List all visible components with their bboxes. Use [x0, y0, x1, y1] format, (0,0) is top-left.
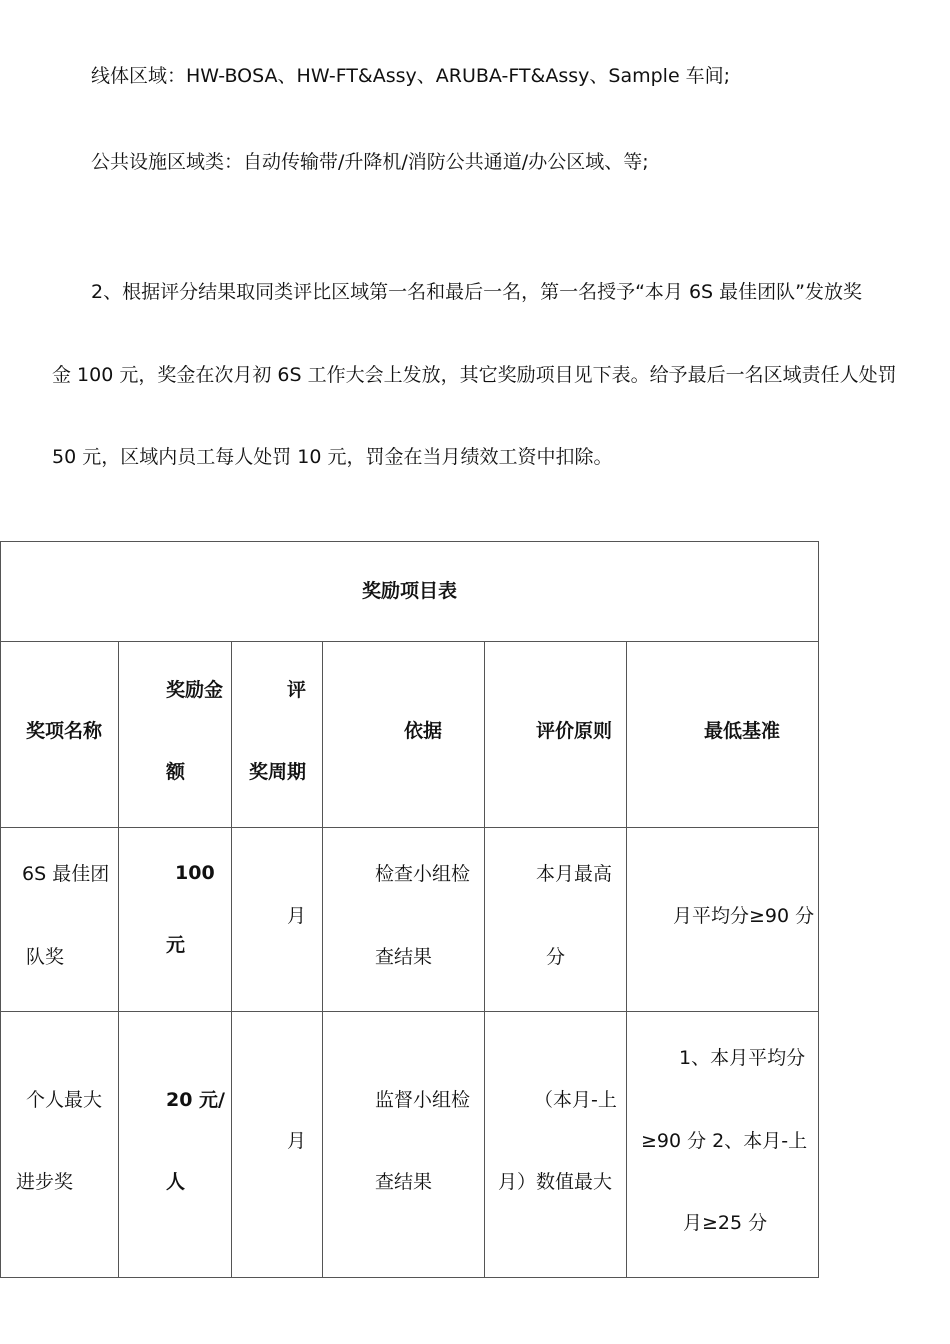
row2-baseline-line-3: 月≥25 分 [683, 1212, 768, 1234]
rule-paragraph-line-2: 金 100 元，奖金在次月初 6S 工作大会上发放，其它奖励项目见下表。给予最后一名区域责任人处罚 [52, 364, 897, 386]
column-divider [626, 642, 627, 1277]
column-divider [118, 642, 119, 1277]
table-title-row [1, 542, 818, 642]
header-period-line-1: 评 [287, 679, 307, 701]
header-principle: 评价原则 [536, 720, 613, 742]
rule-paragraph-line-3: 50 元，区域内员工每人处罚 10 元，罚金在当月绩效工资中扣除。 [52, 446, 613, 468]
header-basis: 依据 [404, 720, 443, 742]
column-divider [322, 642, 323, 1277]
header-name: 奖项名称 [26, 720, 103, 742]
row1-name-line-2: 队奖 [26, 946, 65, 968]
row1-period: 月 [287, 905, 307, 927]
row2-baseline-line-1: 1、本月平均分 [679, 1047, 806, 1069]
row2-baseline-line-2: ≥90 分 2、本月-上 [641, 1130, 808, 1152]
row2-basis-line-2: 查结果 [375, 1171, 433, 1193]
row1-name-line-1: 6S 最佳团 [22, 863, 110, 885]
row2-name-line-2: 进步奖 [16, 1171, 74, 1193]
row1-principle-line-1: 本月最高 [536, 863, 613, 885]
rule-paragraph-line-1: 2、根据评分结果取同类评比区域第一名和最后一名，第一名授予“本月 6S 最佳团队”发放奖 [91, 281, 863, 303]
public-areas-text: 公共设施区域类：自动传输带/升降机/消防公共通道/办公区域、等; [91, 151, 649, 173]
row1-baseline: 月平均分≥90 分 [673, 905, 815, 927]
reward-table [0, 541, 819, 1278]
row1-amount-line-2: 元 [166, 934, 186, 956]
header-baseline: 最低基准 [704, 720, 781, 742]
table-title: 奖励项目表 [361, 580, 457, 602]
column-divider [484, 642, 485, 1277]
header-period-line-2: 奖周期 [249, 761, 307, 783]
row-divider [1, 827, 818, 828]
row2-period: 月 [287, 1130, 307, 1152]
row2-amount-line-1: 20 元/ [166, 1089, 225, 1111]
row2-name-line-1: 个人最大 [26, 1089, 103, 1111]
column-divider [231, 642, 232, 1277]
row1-principle-line-2: 分 [546, 946, 566, 968]
row2-amount-line-2: 人 [166, 1171, 186, 1193]
row2-principle-line-2: 月）数值最大 [498, 1171, 613, 1193]
row1-amount-line-1: 100 [175, 862, 215, 884]
row-divider [1, 1011, 818, 1012]
header-amount-line-2: 额 [166, 761, 186, 783]
header-amount-line-1: 奖励金 [166, 679, 224, 701]
row1-basis-line-2: 查结果 [375, 946, 433, 968]
line-areas-text: 线体区域：HW-BOSA、HW-FT&Assy、ARUBA-FT&Assy、Sample 车间; [91, 65, 731, 87]
row2-basis-line-1: 监督小组检 [375, 1089, 471, 1111]
row1-basis-line-1: 检查小组检 [375, 863, 471, 885]
row2-principle-line-1: （本月-上 [534, 1089, 617, 1111]
